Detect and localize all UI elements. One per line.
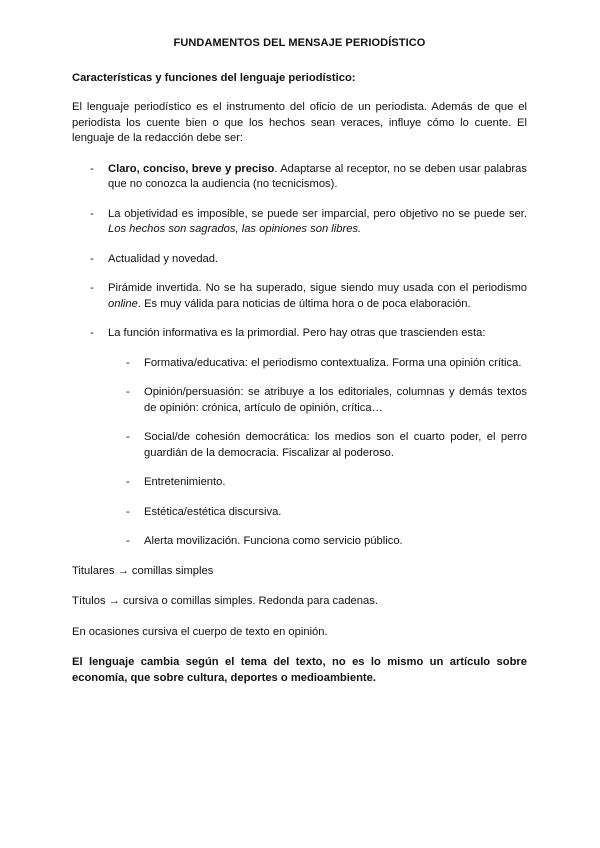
list-dash: - <box>90 327 94 339</box>
sublist-item <box>72 475 527 491</box>
section-heading: Características y funciones del lenguaje periodístico: <box>72 71 356 84</box>
list-item <box>72 326 527 342</box>
list-item-text: . Adaptarse al receptor, no se deben usar palabras que no conozca la audiencia (no tecnicismos). <box>108 162 527 190</box>
sublist-item <box>72 430 527 461</box>
sublist-item-text: Opinión/persuasión: se atribuye a los editoriales, columnas y demás textos de opinión: crónica, artículo de opinión, crítica… <box>144 386 527 414</box>
closing-paragraph: El lenguaje cambia según el tema del texto, no es lo mismo un artículo sobre economía, que sobre cultura, deportes o medioambiente. <box>72 656 527 684</box>
list-dash: - <box>90 282 94 294</box>
list-item-italic: online <box>108 297 138 310</box>
list-dash: - <box>126 431 130 443</box>
note-opinion: En ocasiones cursiva el cuerpo de texto en opinión. <box>72 625 328 638</box>
list-item <box>72 252 527 268</box>
sublist-item <box>72 505 527 521</box>
list-item <box>72 207 527 238</box>
list-item <box>72 162 527 193</box>
list-dash: - <box>90 162 94 175</box>
intro-paragraph: El lenguaje periodístico es el instrumento del oficio de un periodista. Además de que el periodista los cuente bien o que los hechos sean veraces, influye cómo lo cuente. El lenguaje de la redacción debe ser: <box>72 101 527 144</box>
sublist-item-text: Alerta movilización. Funciona como servicio público. <box>144 535 403 547</box>
functions-sublist <box>72 356 527 550</box>
list-item-text: Actualidad y novedad. <box>108 252 219 265</box>
sublist-item-text: Estética/estética discursiva. <box>144 505 282 518</box>
sublist-item-text: Formativa/educativa: el periodismo contextualiza. Forma una opinión crítica. <box>144 356 522 369</box>
list-dash: - <box>126 505 130 518</box>
list-dash: - <box>126 476 130 488</box>
sublist-item-text: Entretenimiento. <box>144 476 226 488</box>
list-item-bold: Claro, conciso, breve y preciso <box>108 162 275 175</box>
sublist-item <box>72 534 527 550</box>
list-item-text: Pirámide invertida. No se ha superado, sigue siendo muy usada con el periodismo <box>108 282 527 294</box>
note-titulos: Títulos → cursiva o comillas simples. Redonda para cadenas. <box>72 595 378 607</box>
list-dash: - <box>126 356 130 369</box>
list-item-text-after: . Es muy válida para noticias de última hora o de poca elaboración. <box>137 297 471 310</box>
list-item-italic: Los hechos son sagrados, las opiniones son libres. <box>108 223 362 235</box>
list-item-text: La objetividad es imposible, se puede ser imparcial, pero objetivo no se puede ser. <box>108 207 527 220</box>
list-item-text: La función informativa es la primordial. Pero hay otras que trascienden esta: <box>108 327 486 339</box>
list-item <box>72 281 527 312</box>
sublist-item <box>72 356 527 372</box>
list-dash: - <box>90 252 94 265</box>
document-title: FUNDAMENTOS DEL MENSAJE PERIODÍSTICO <box>173 37 426 49</box>
note-titulares: Titulares → comillas simples <box>72 564 214 577</box>
sublist-item-text: Social/de cohesión democrática: los medios son el cuarto poder, el perro guardián de la democracia. Fiscalizar al poderoso. <box>144 431 527 459</box>
characteristics-list <box>72 162 527 342</box>
list-dash: - <box>90 207 94 220</box>
sublist-item <box>72 385 527 416</box>
list-dash: - <box>126 386 130 398</box>
list-dash: - <box>126 535 130 547</box>
